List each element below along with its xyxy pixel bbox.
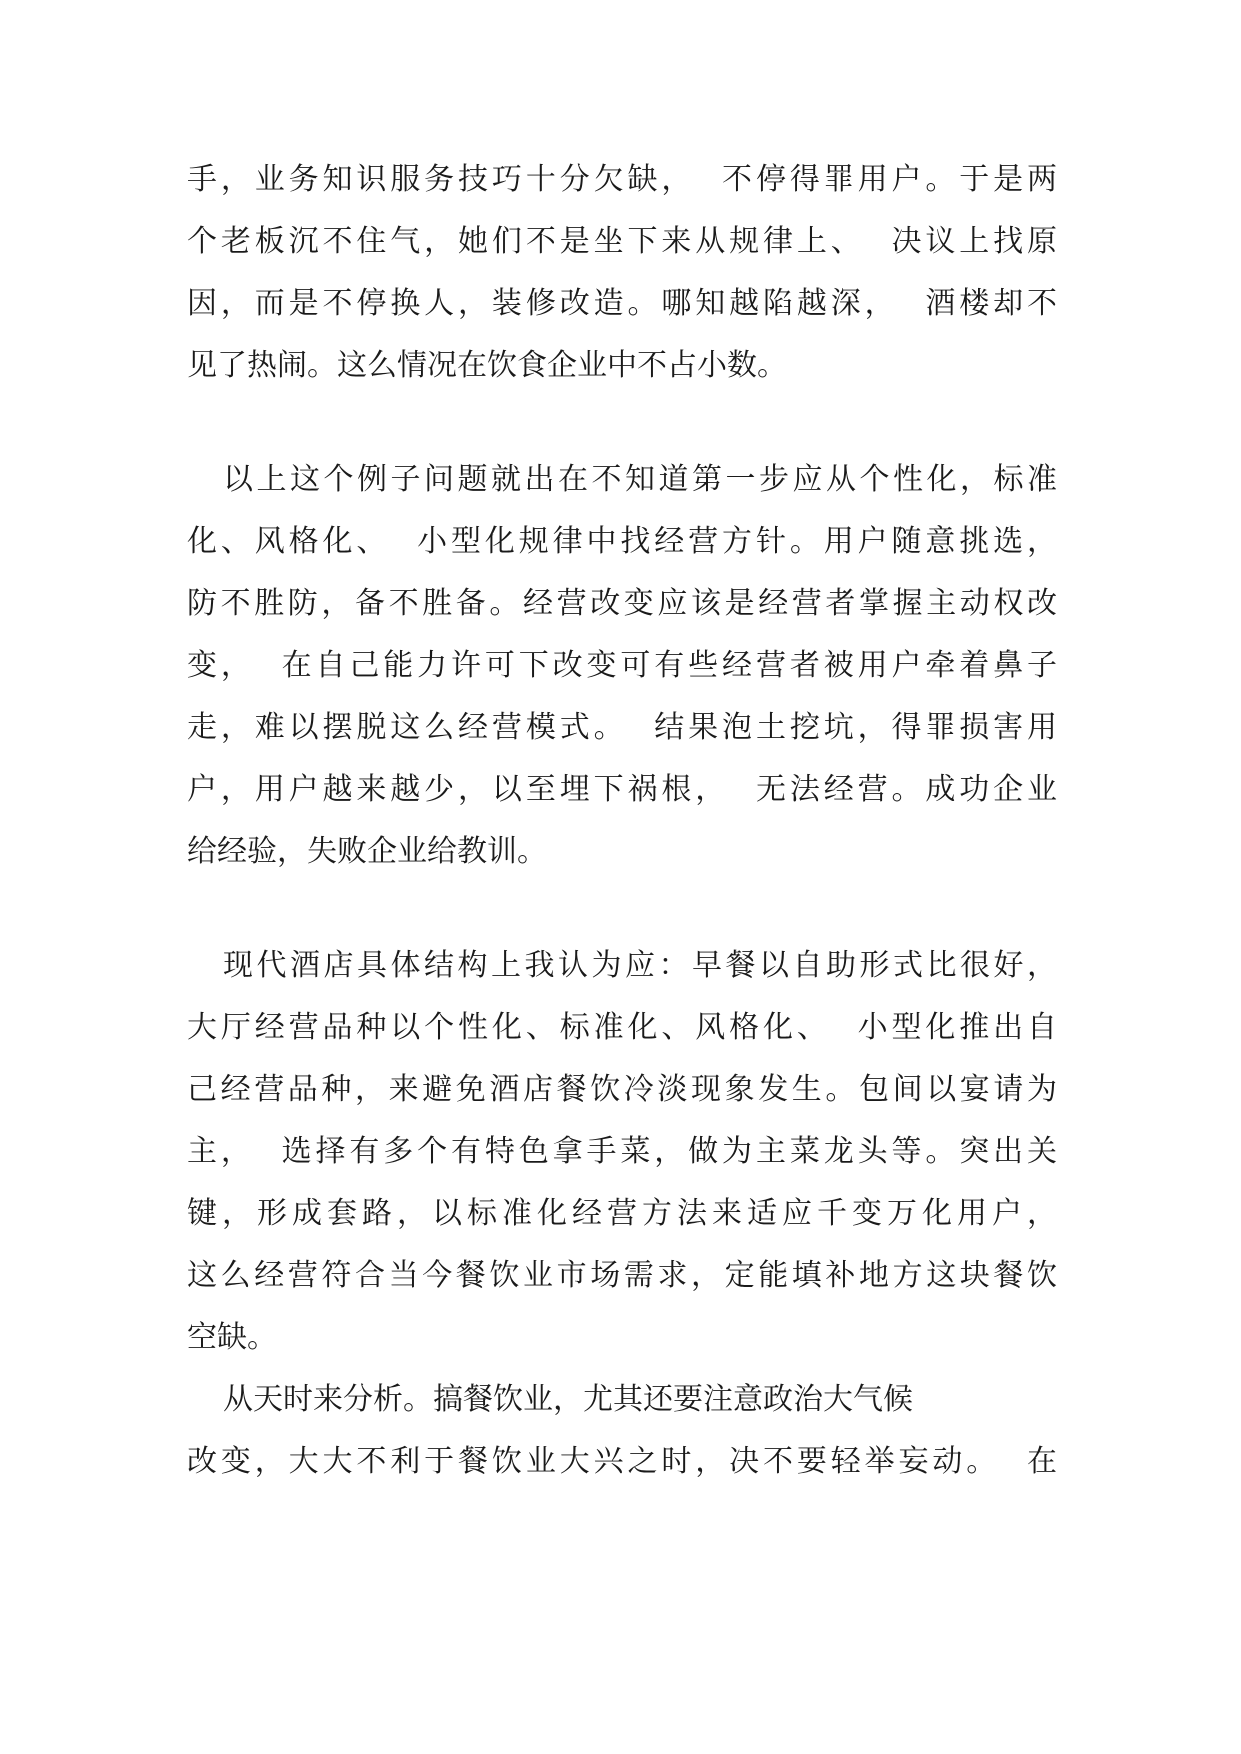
paragraph-3-line-2: 大厅经营品种以个性化、标准化、风格化、 小型化推出自 [187, 1010, 1057, 1045]
paragraph-2-line-7: 给经验，失败企业给教训。 [187, 834, 547, 869]
paragraph-3-line-6: 这么经营符合当今餐饮业市场需求，定能填补地方这块餐饮 [187, 1258, 1057, 1293]
paragraph-2-line-2: 化、风格化、 小型化规律中找经营方针。用户随意挑选， [187, 524, 1057, 559]
paragraph-4-line-2: 改变，大大不利于餐饮业大兴之时，决不要轻举妄动。 在 [187, 1444, 1057, 1479]
paragraph-2-line-5: 走，难以摆脱这么经营模式。 结果泡土挖坑，得罪损害用 [187, 710, 1057, 745]
paragraph-2-line-3: 防不胜防，备不胜备。经营改变应该是经营者掌握主动权改 [187, 586, 1057, 621]
paragraph-3-line-7: 空缺。 [187, 1320, 277, 1355]
paragraph-2-line-4: 变， 在自己能力许可下改变可有些经营者被用户牵着鼻子 [187, 648, 1057, 683]
paragraph-2-line-1: 以上这个例子问题就出在不知道第一步应从个性化，标准 [223, 462, 1057, 497]
paragraph-3-line-4: 主， 选择有多个有特色拿手菜，做为主菜龙头等。突出关 [187, 1134, 1057, 1169]
paragraph-1-line-1: 手，业务知识服务技巧十分欠缺， 不停得罪用户。于是两 [187, 162, 1057, 197]
paragraph-3-line-3: 己经营品种，来避免酒店餐饮冷淡现象发生。包间以宴请为 [187, 1072, 1057, 1107]
paragraph-4-line-1: 从天时来分析。搞餐饮业，尤其还要注意政治大气候 [223, 1382, 913, 1417]
paragraph-3-line-1: 现代酒店具体结构上我认为应：早餐以自助形式比很好， [223, 948, 1057, 983]
paragraph-1-line-3: 因，而是不停换人，装修改造。哪知越陷越深， 酒楼却不 [187, 286, 1057, 321]
paragraph-2-line-6: 户，用户越来越少，以至埋下祸根， 无法经营。成功企业 [187, 772, 1057, 807]
paragraph-1-line-2: 个老板沉不住气，她们不是坐下来从规律上、 决议上找原 [187, 224, 1057, 259]
paragraph-1-line-4: 见了热闹。这么情况在饮食企业中不占小数。 [187, 348, 787, 383]
paragraph-3-line-5: 键，形成套路，以标准化经营方法来适应千变万化用户， [187, 1196, 1057, 1231]
